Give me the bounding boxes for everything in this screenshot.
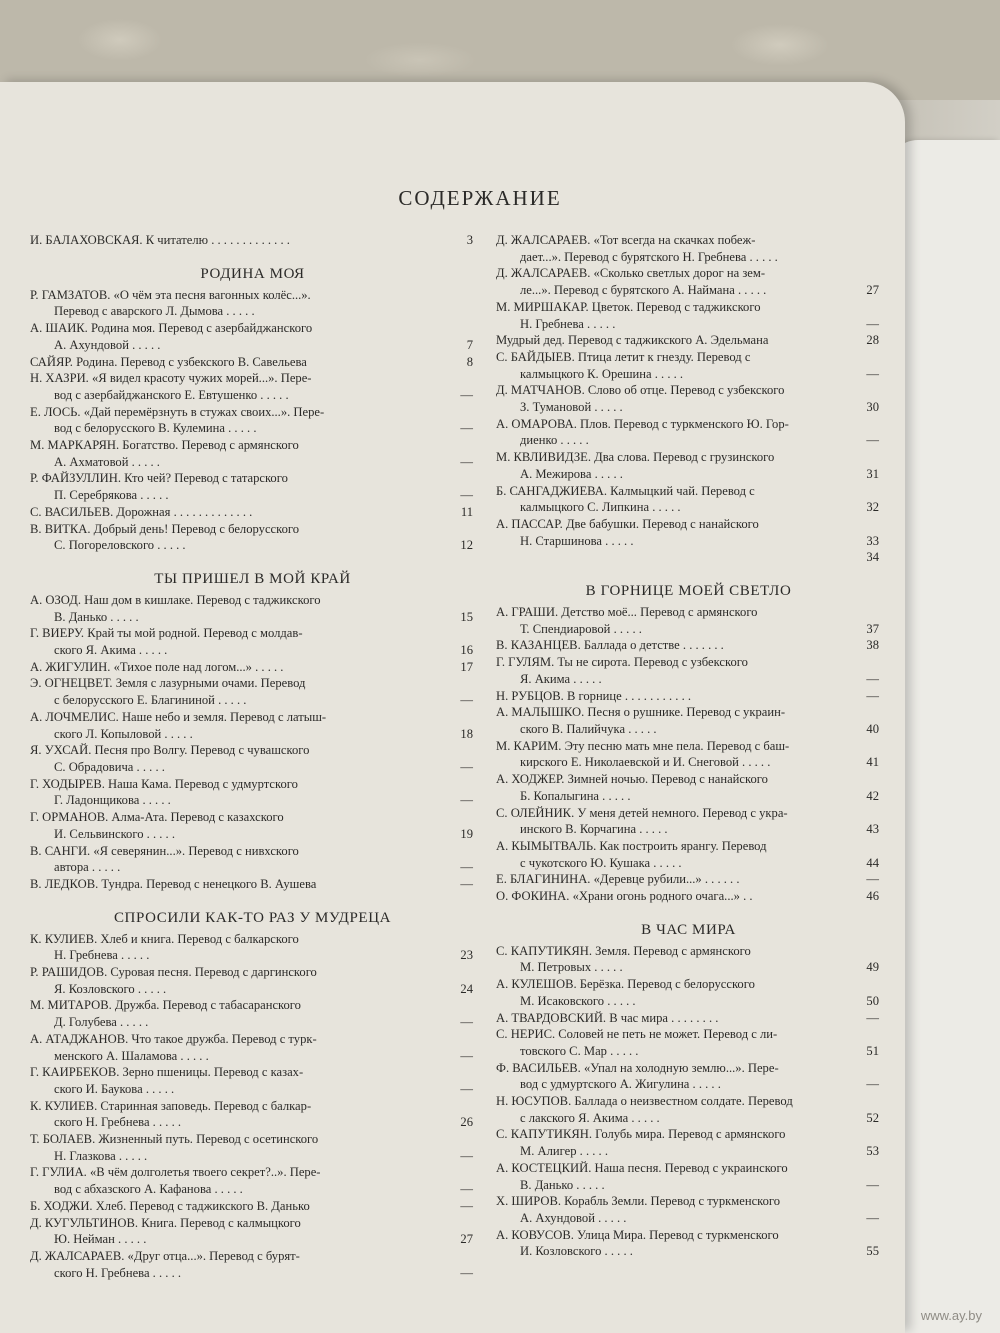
toc-entry <box>30 742 475 775</box>
entry-text-continued: ского В. Палийчука . . . . . <box>520 721 657 736</box>
page-number: — <box>460 793 473 808</box>
page-number: 7 <box>466 337 473 352</box>
entry-text-continued: И. Козловского . . . . . <box>520 1244 633 1259</box>
entry-text: Г. ОРМАНОВ. Алма-Ата. Перевод с казахского <box>30 810 284 825</box>
entry-text: Т. БОЛАЕВ. Жизненный путь. Перевод с осетинского <box>30 1132 319 1147</box>
entry-text: О. ФОКИНА. «Храни огонь родного очага...» . . <box>496 889 753 904</box>
toc-entry <box>496 604 881 637</box>
toc-entry <box>496 483 881 516</box>
entry-text-continued: ского Л. Копыловой . . . . . <box>54 726 193 741</box>
toc-entry <box>496 688 881 705</box>
toc-entry <box>30 1031 475 1064</box>
page-number: — <box>866 872 879 887</box>
toc-entry <box>496 382 881 415</box>
entry-text-continued: вод с азербайджанского Е. Евтушенко . . . . . <box>54 387 289 402</box>
page-number: 43 <box>866 822 879 837</box>
toc-entry <box>30 659 475 676</box>
toc-entry <box>30 370 475 403</box>
entry-text: А. КОВУСОВ. Улица Мира. Перевод с туркменского <box>496 1227 779 1242</box>
entry-text: Г. ВИЕРУ. Край ты мой родной. Перевод с молдав- <box>30 626 303 641</box>
toc-entry <box>30 232 475 249</box>
entry-text-continued: Б. Копалыгина . . . . . <box>520 788 631 803</box>
entry-text: А. ПАССАР. Две бабушки. Перевод с нанайского <box>496 516 759 531</box>
entry-text-continued: ского И. Баукова . . . . . <box>54 1081 175 1096</box>
page-number: 23 <box>460 948 473 963</box>
entry-text: Д. КУГУЛЬТИНОВ. Книга. Перевод с калмыцкого <box>30 1215 301 1230</box>
toc-entry <box>30 320 475 353</box>
entry-text: Г. ГУЛИА. «В чём долголетья твоего секрет?..». Пере- <box>30 1165 321 1180</box>
entry-text-continued: ле...». Перевод с бурятского А. Наймана . . . . . <box>520 283 767 298</box>
entry-text: С. КАПУТИКЯН. Земля. Перевод с армянского <box>496 943 751 958</box>
entry-text: А. ХОДЖЕР. Зимней ночью. Перевод с нанайского <box>496 772 768 787</box>
page-number: 17 <box>460 659 473 674</box>
toc-entry <box>496 976 881 1009</box>
entry-text-continued: А. Ахундовой . . . . . <box>520 1210 627 1225</box>
entry-text: Е. ЛОСЬ. «Дай перемёрзнуть в стужах своих...». Пере- <box>30 404 325 419</box>
toc-entry <box>30 354 475 371</box>
section-gap <box>30 249 475 259</box>
page-number: — <box>460 421 473 436</box>
entry-text: М. МИТАРОВ. Дружба. Перевод с табасаранского <box>30 998 301 1013</box>
toc-entry <box>496 1026 881 1059</box>
entry-text: А. МАЛЫШКО. Песня о рушнике. Перевод с украин- <box>496 705 786 720</box>
toc-entry <box>496 838 881 871</box>
toc-entry <box>496 1060 881 1093</box>
page-number: — <box>460 1265 473 1280</box>
toc-entry <box>30 843 475 876</box>
section-heading: СПРОСИЛИ КАК-ТО РАЗ У МУДРЕЦА <box>113 909 392 926</box>
page-number: — <box>460 1148 473 1163</box>
entry-text-continued: В. Данько . . . . . <box>520 1177 605 1192</box>
toc-entry <box>30 1164 475 1197</box>
entry-text: К. КУЛИЕВ. Старинная заповедь. Перевод с балкар- <box>30 1098 312 1113</box>
entry-text-continued: вод с белорусского В. Кулемина . . . . . <box>54 421 257 436</box>
entry-text: С. БАЙДЫЕВ. Птица летит к гнезду. Перевод с <box>496 349 751 364</box>
toc-entry <box>30 675 475 708</box>
entry-text: Мудрый дед. Перевод с таджикского А. Эдельмана <box>496 333 769 348</box>
page-number: — <box>866 671 879 686</box>
page-number: — <box>460 1081 473 1096</box>
toc-entry <box>30 625 475 658</box>
toc-entry <box>496 516 881 549</box>
entry-text: А. ШАИК. Родина моя. Перевод с азербайджанского <box>30 321 313 336</box>
page-title: СОДЕРЖАНИЕ <box>398 186 562 210</box>
toc-entry <box>30 809 475 842</box>
page-number: — <box>866 1177 879 1192</box>
page-number: — <box>460 454 473 469</box>
page-number: — <box>866 316 879 331</box>
entry-text: Б. ХОДЖИ. Хлеб. Перевод с таджикского В. Данько <box>30 1198 310 1213</box>
page-number: 34 <box>866 550 879 565</box>
toc-entry <box>30 1198 475 1215</box>
entry-text: А. ТВАРДОВСКИЙ. В час мира . . . . . . . . <box>496 1010 719 1025</box>
page-number: — <box>460 693 473 708</box>
entry-text: Р. РАШИДОВ. Суровая песня. Перевод с даргинского <box>30 965 317 980</box>
entry-text: А. КОСТЕЦКИЙ. Наша песня. Перевод с украинского <box>496 1160 788 1175</box>
toc-entry <box>496 1126 881 1159</box>
toc-entry <box>496 299 881 332</box>
toc-entry <box>30 521 475 554</box>
entry-text-continued: Ю. Нейман . . . . . <box>54 1232 147 1247</box>
toc-entry <box>496 738 881 771</box>
page-number: 26 <box>460 1115 473 1130</box>
page-number: 46 <box>866 889 879 904</box>
entry-text: М. КАРИМ. Эту песню мать мне пела. Перевод с баш- <box>496 738 790 753</box>
page-number: — <box>866 1077 879 1092</box>
entry-text-continued: С. Обрадовича . . . . . <box>54 759 165 774</box>
toc-entry <box>30 997 475 1030</box>
entry-text: А. ЖИГУЛИН. «Тихое поле над логом...» . . . . . <box>30 659 284 674</box>
page-number: 12 <box>460 538 473 553</box>
entry-text-continued: автора . . . . . <box>54 860 121 875</box>
toc-entry <box>496 1010 881 1027</box>
toc-entry <box>496 871 881 888</box>
entry-text-continued: Перевод с аварского Л. Дымова . . . . . <box>54 304 255 319</box>
section-heading: В ЧАС МИРА <box>641 921 736 938</box>
entry-text: С. КАПУТИКЯН. Голубь мира. Перевод с армянского <box>496 1127 786 1142</box>
entry-text-continued: с чукотского Ю. Кушака . . . . . <box>520 855 682 870</box>
toc-left-column <box>30 232 475 1281</box>
toc-entry <box>496 888 881 905</box>
page-number: 24 <box>460 981 473 996</box>
entry-text: Д. ЖАЛСАРАЕВ. «Друг отца...». Перевод с бурят- <box>30 1248 300 1263</box>
entry-text-continued: менского А. Шаламова . . . . . <box>54 1048 209 1063</box>
toc-entry <box>496 1093 881 1126</box>
page-number: 19 <box>460 826 473 841</box>
section-gap <box>30 554 475 564</box>
page-number: 42 <box>866 788 879 803</box>
page-number: 28 <box>866 333 879 348</box>
page-number: 30 <box>866 400 879 415</box>
entry-text: В. ЛЕДКОВ. Тундра. Перевод с ненецкого В. Аушева <box>30 876 317 891</box>
page-number: 31 <box>866 466 879 481</box>
entry-text: А. ОМАРОВА. Плов. Перевод с туркменского Ю. Гор- <box>496 416 789 431</box>
entry-text-continued: Н. Гребнева . . . . . <box>520 316 616 331</box>
page-number: — <box>460 1015 473 1030</box>
entry-text: Н. ХАЗРИ. «Я видел красоту чужих морей...». Пере- <box>30 371 312 386</box>
toc-entry <box>496 349 881 382</box>
entry-text-continued: ского Я. Акима . . . . . <box>54 643 168 658</box>
toc-entry <box>30 776 475 809</box>
toc-entry <box>496 232 881 265</box>
page-number: — <box>460 488 473 503</box>
watermark: www.ay.by <box>920 1308 982 1323</box>
entry-text-continued: калмыцкого С. Липкина . . . . . <box>520 500 681 515</box>
page-number: — <box>460 1198 473 1213</box>
page-number: 32 <box>866 500 879 515</box>
entry-text-continued: вод с удмуртского А. Жигулина . . . . . <box>520 1077 721 1092</box>
section-heading: ТЫ ПРИШЕЛ В МОЙ КРАЙ <box>154 570 351 587</box>
entry-text: А. АТАДЖАНОВ. Что такое дружба. Перевод с турк- <box>30 1031 317 1046</box>
entry-text: Е. БЛАГИНИНА. «Деревце рубили...» . . . . . . <box>496 872 740 887</box>
entry-text: Р. ФАЙЗУЛЛИН. Кто чей? Перевод с татарского <box>30 471 288 486</box>
page-number: 44 <box>866 855 879 870</box>
section-gap <box>496 566 881 576</box>
page-number: 37 <box>866 621 879 636</box>
page-number: — <box>460 759 473 774</box>
toc-entry <box>496 1227 881 1260</box>
page-number: 16 <box>460 643 473 658</box>
entry-text-continued: кирского Е. Николаевской и И. Снеговой . . . . . <box>520 755 771 770</box>
entry-text-continued: с лакского Я. Акима . . . . . <box>520 1110 660 1125</box>
entry-text: К. КУЛИЕВ. Хлеб и книга. Перевод с балкарского <box>30 931 299 946</box>
toc-entry <box>496 332 881 349</box>
page-number: 18 <box>460 726 473 741</box>
page-number: — <box>460 387 473 402</box>
entry-text: М. МИРШАКАР. Цветок. Перевод с таджикского <box>496 299 761 314</box>
toc-entry <box>30 876 475 893</box>
page-number: 51 <box>866 1043 879 1058</box>
entry-text-continued: Я. Козловского . . . . . <box>54 981 167 996</box>
entry-text-continued: М. Исаковского . . . . . <box>520 993 636 1008</box>
entry-text: А. КЫМЫТВАЛЬ. Как построить ярангу. Перевод <box>496 838 767 853</box>
entry-text-continued: С. Погореловского . . . . . <box>54 538 186 553</box>
entry-text-continued: товского С. Мар . . . . . <box>520 1043 639 1058</box>
page-number: 15 <box>460 609 473 624</box>
entry-text: Э. ОГНЕЦВЕТ. Земля с лазурными очами. Перевод <box>30 676 306 691</box>
toc-entry <box>30 504 475 521</box>
toc-right-column <box>496 232 881 1260</box>
toc-entry <box>30 592 475 625</box>
entry-text-continued: ского Н. Гребнева . . . . . <box>54 1265 182 1280</box>
toc-entry <box>30 931 475 964</box>
page-number: — <box>460 1182 473 1197</box>
page-number: 8 <box>466 354 473 369</box>
entry-text-continued: В. Данько . . . . . <box>54 609 139 624</box>
section-gap <box>30 893 475 903</box>
page-number: — <box>866 1210 879 1225</box>
page-number: 41 <box>866 755 879 770</box>
toc-entry <box>30 709 475 742</box>
entry-text: В. САНГИ. «Я северянин...». Перевод с нивхского <box>30 843 299 858</box>
entry-text: А. КУЛЕШОВ. Берёзка. Перевод с белорусского <box>496 977 755 992</box>
page-number: — <box>460 876 473 891</box>
page-number: 33 <box>866 533 879 548</box>
page-number: 55 <box>866 1244 879 1259</box>
page-number: 40 <box>866 721 879 736</box>
section-gap <box>496 905 881 915</box>
entry-text: С. НЕРИС. Соловей не петь не может. Перевод с ли- <box>496 1027 778 1042</box>
entry-text: Ф. ВАСИЛЬЕВ. «Упал на холодную землю...». Пере- <box>496 1060 779 1075</box>
entry-text: М. КВЛИВИДЗЕ. Два слова. Перевод с грузинского <box>496 450 775 465</box>
toc-entry <box>496 265 881 298</box>
entry-text-continued: Н. Гребнева . . . . . <box>54 948 150 963</box>
page-number: 38 <box>866 638 879 653</box>
entry-text: Я. УХСАЙ. Песня про Волгу. Перевод с чувашского <box>30 743 310 758</box>
entry-text: Д. ЖАЛСАРАЕВ. «Тот всегда на скачках побеж- <box>496 233 756 247</box>
entry-text: А. ГРАШИ. Детство моё... Перевод с армянского <box>496 605 758 620</box>
toc-entry <box>496 637 881 654</box>
toc-entry <box>496 549 881 566</box>
entry-text-continued: Г. Ладонщикова . . . . . <box>54 793 171 808</box>
entry-text-continued: ского Н. Гребнева . . . . . <box>54 1115 182 1130</box>
toc-entry <box>496 704 881 737</box>
entry-text-continued: диенко . . . . . <box>520 433 589 448</box>
toc-entry <box>30 404 475 437</box>
entry-text: Г. КАИРБЕКОВ. Зерно пшеницы. Перевод с казах- <box>30 1065 304 1080</box>
entry-text: САЙЯР. Родина. Перевод с узбекского В. Савельева <box>30 354 307 369</box>
entry-text-continued: П. Серебрякова . . . . . <box>54 488 169 503</box>
entry-text: Д. МАТЧАНОВ. Слово об отце. Перевод с узбекского <box>496 383 785 398</box>
page-number: 27 <box>460 1232 473 1247</box>
page-number: 11 <box>460 504 473 519</box>
section-heading: В ГОРНИЦЕ МОЕЙ СВЕТЛО <box>585 583 792 600</box>
page-number: — <box>866 1010 879 1025</box>
page-number: 3 <box>466 233 473 247</box>
toc-entry <box>496 416 881 449</box>
page-number: 53 <box>866 1144 879 1159</box>
entry-text-continued: А. Ахундовой . . . . . <box>54 337 161 352</box>
entry-text-continued: А. Ахматовой . . . . . <box>54 454 160 469</box>
entry-text-continued: И. Сельвинского . . . . . <box>54 826 175 841</box>
entry-text: С. ОЛЕЙНИК. У меня детей немного. Перевод с укра- <box>496 805 788 820</box>
toc-entry <box>496 943 881 976</box>
toc-entry <box>496 1160 881 1193</box>
page-number: — <box>866 433 879 448</box>
entry-text: Н. РУБЦОВ. В горнице . . . . . . . . . . . <box>496 688 692 703</box>
entry-text: М. МАРКАРЯН. Богатство. Перевод с армянского <box>30 438 299 453</box>
entry-text-continued: калмыцкого К. Орешина . . . . . <box>520 366 684 381</box>
entry-text-continued: А. Межирова . . . . . <box>520 466 623 481</box>
page-number: 27 <box>866 283 879 298</box>
entry-text: А. ОЗОД. Наш дом в кишлаке. Перевод с таджикского <box>30 592 321 607</box>
section-heading: РОДИНА МОЯ <box>200 265 305 282</box>
toc-entry <box>30 437 475 470</box>
page-number: 52 <box>866 1110 879 1125</box>
toc-entry <box>496 654 881 687</box>
entry-text-continued: Н. Старшинова . . . . . <box>520 533 634 548</box>
entry-text: В. КАЗАНЦЕВ. Баллада о детстве . . . . . . . <box>496 638 724 653</box>
entry-text-continued: с белорусского Е. Благининой . . . . . <box>54 693 247 708</box>
toc-entry <box>496 805 881 838</box>
page-number: — <box>460 860 473 875</box>
page-number: 49 <box>866 960 879 975</box>
toc-entry <box>30 1215 475 1248</box>
toc-entry <box>30 470 475 503</box>
entry-text-continued: М. Петровых . . . . . <box>520 960 623 975</box>
entry-text-continued: М. Алигер . . . . . <box>520 1144 608 1159</box>
entry-text: И. БАЛАХОВСКАЯ. К читателю . . . . . . . . . . . . . <box>30 233 290 247</box>
entry-text-continued: Н. Глазкова . . . . . <box>54 1148 148 1163</box>
entry-text: В. ВИТКА. Добрый день! Перевод с белорусского <box>30 521 300 536</box>
toc-entry <box>496 1193 881 1226</box>
entry-text-continued: Т. Спендиаровой . . . . . <box>520 621 642 636</box>
toc-entry <box>496 771 881 804</box>
page-number: — <box>866 366 879 381</box>
toc-entry <box>30 1098 475 1131</box>
toc-entry <box>30 964 475 997</box>
toc-entry <box>30 1248 475 1281</box>
toc-entry <box>496 449 881 482</box>
entry-text-continued: Д. Голубева . . . . . <box>54 1015 149 1030</box>
entry-text-continued: З. Тумановой . . . . . <box>520 400 623 415</box>
entry-text: Д. ЖАЛСАРАЕВ. «Сколько светлых дорог на зем- <box>496 266 766 281</box>
entry-text-continued: инского В. Корчагина . . . . . <box>520 822 668 837</box>
page-number: — <box>460 1048 473 1063</box>
entry-text: Г. ГУЛЯМ. Ты не сирота. Перевод с узбекского <box>496 655 748 670</box>
entry-text-continued: Я. Акима . . . . . <box>520 671 602 686</box>
toc-entry <box>30 287 475 320</box>
page-number: 50 <box>866 993 879 1008</box>
entry-text: Б. САНГАДЖИЕВА. Калмыцкий чай. Перевод с <box>496 483 755 498</box>
entry-text: Х. ШИРОВ. Корабль Земли. Перевод с туркменского <box>496 1194 781 1209</box>
page-number: — <box>866 688 879 703</box>
entry-text: Г. ХОДЫРЕВ. Наша Кама. Перевод с удмуртского <box>30 776 298 791</box>
entry-text-continued: вод с абхазского А. Кафанова . . . . . <box>54 1182 243 1197</box>
toc-entry <box>30 1131 475 1164</box>
entry-text: Р. ГАМЗАТОВ. «О чём эта песня вагонных колёс...». <box>30 287 311 302</box>
entry-text: А. ЛОЧМЕЛИС. Наше небо и земля. Перевод с латыш- <box>30 709 327 724</box>
entry-text: С. ВАСИЛЬЕВ. Дорожная . . . . . . . . . . . . . <box>30 504 253 519</box>
entry-text-continued: дает...». Перевод с бурятского Н. Гребнева . . . . . <box>520 249 778 264</box>
toc-entry <box>30 1064 475 1097</box>
entry-text: Н. ЮСУПОВ. Баллада о неизвестном солдате. Перевод <box>496 1094 793 1109</box>
